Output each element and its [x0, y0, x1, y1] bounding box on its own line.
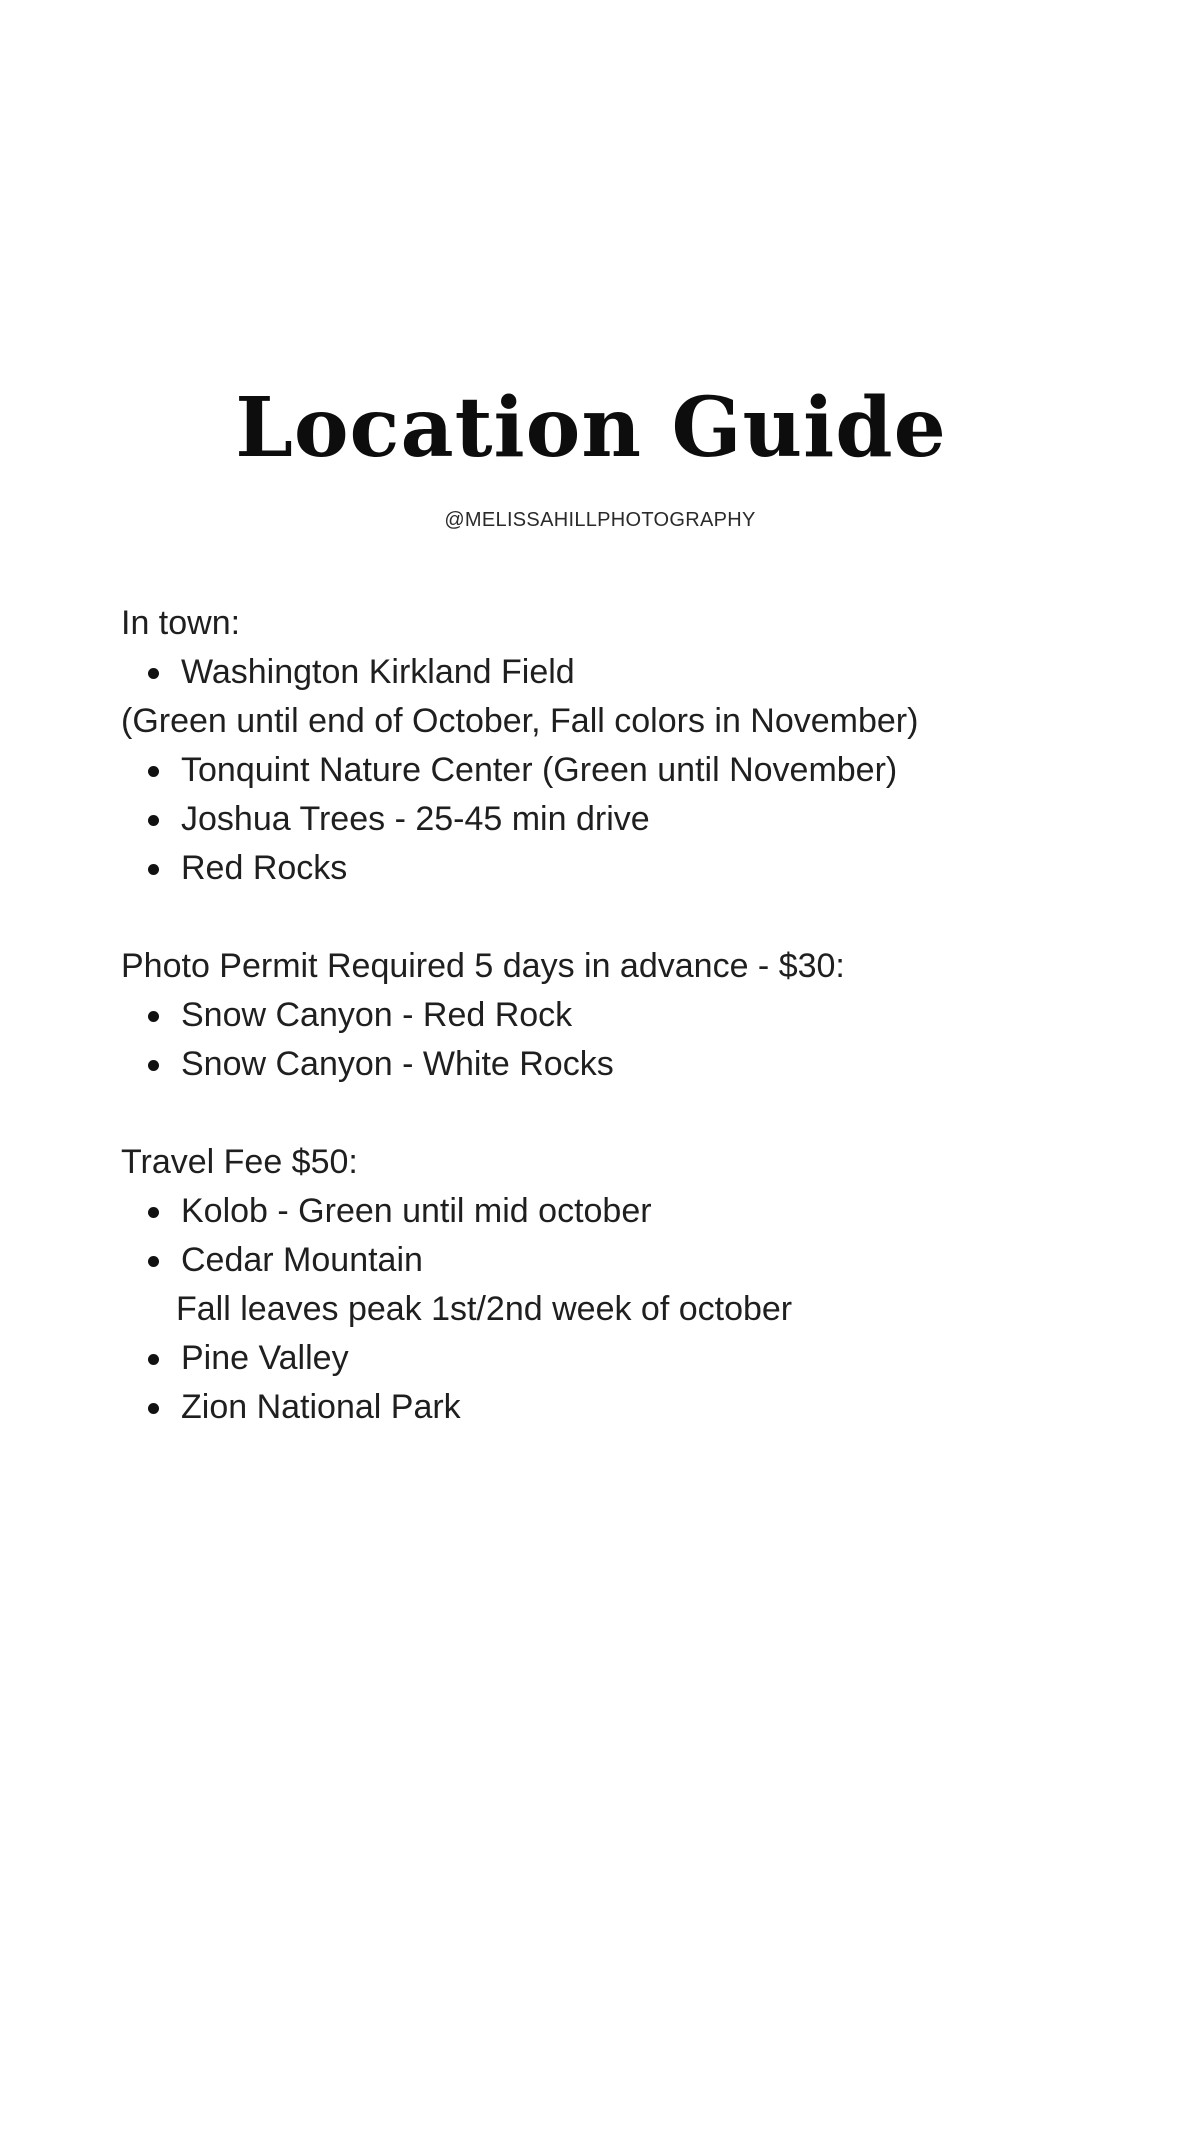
list-item: Tonquint Nature Center (Green until November): [121, 746, 1121, 795]
list-item: Washington Kirkland Field: [121, 648, 1121, 697]
list-item-note: Fall leaves peak 1st/2nd week of october: [176, 1290, 793, 1328]
location-list: [121, 599, 1121, 1432]
photographer-handle: @MELISSAHILLPHOTOGRAPHY: [444, 509, 756, 531]
section-heading-in-town: In town:: [121, 604, 241, 642]
list-item: Snow Canyon - Red Rock: [121, 991, 1121, 1040]
section-heading-travel: Travel Fee $50:: [121, 1143, 358, 1181]
list-item: Zion National Park: [121, 1383, 1121, 1432]
list-item: Snow Canyon - White Rocks: [121, 1040, 1121, 1089]
list-item: Cedar Mountain: [121, 1236, 1121, 1285]
list-item: Kolob - Green until mid october: [121, 1187, 1121, 1236]
section-heading-permit: Photo Permit Required 5 days in advance - $30:: [121, 947, 845, 985]
page-title: Location Guide: [235, 380, 947, 476]
list-item: Red Rocks: [121, 844, 1121, 893]
section-spacer: [121, 1089, 1121, 1138]
list-item-note: (Green until end of October, Fall colors in November): [121, 702, 919, 740]
section-spacer: [121, 893, 1121, 942]
list-item: Joshua Trees - 25-45 min drive: [121, 795, 1121, 844]
list-item: Pine Valley: [121, 1334, 1121, 1383]
